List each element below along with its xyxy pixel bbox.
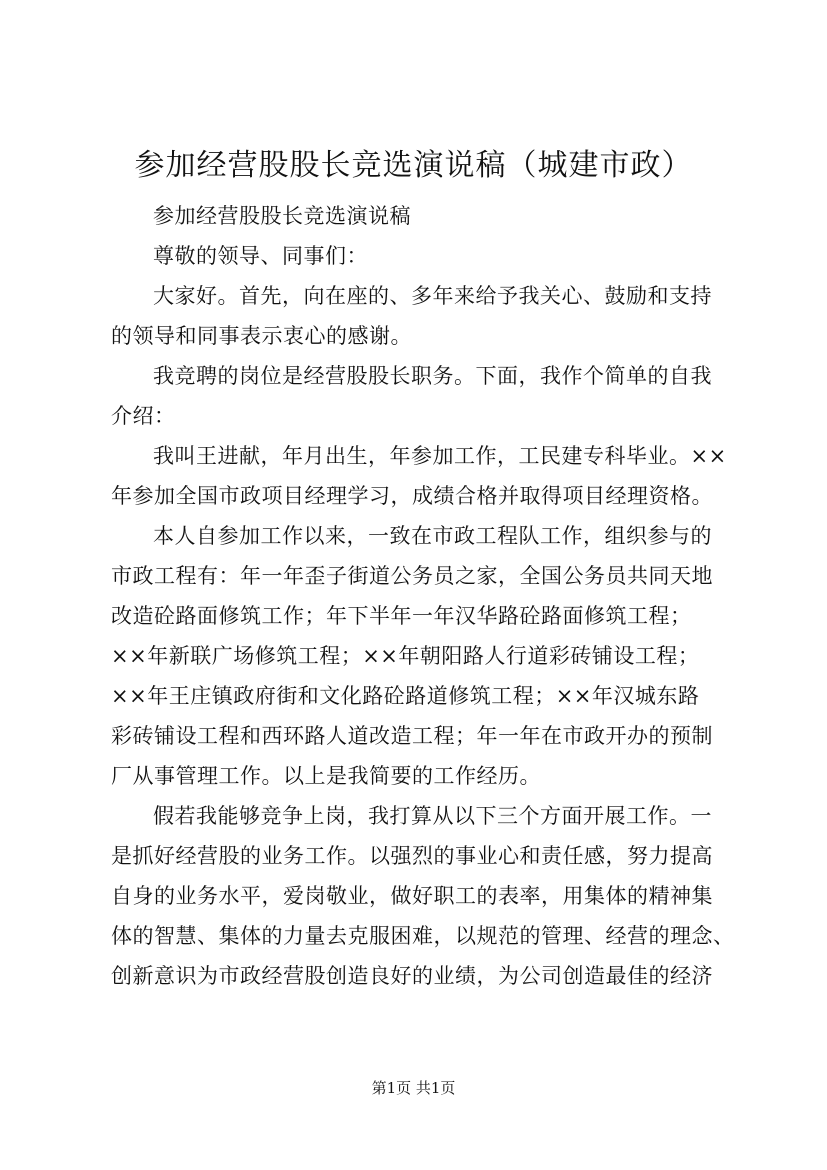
paragraph-line: 年参加全国市政项目经理学习，成绩合格并取得项目经理资格。 (111, 484, 713, 508)
paragraph-line: 的领导和同事表示衷心的感谢。 (111, 324, 412, 348)
paragraph-line: ××年王庄镇政府街和文化路砼路道修筑工程；××年汉城东路 (111, 684, 700, 708)
paragraph (111, 356, 735, 436)
paragraph-line: 本人自参加工作以来，一致在市政工程队工作，组织参与的 (153, 524, 712, 548)
paragraph-line: ××年新联广场修筑工程；××年朝阳路人行道彩砖铺设工程； (111, 644, 700, 668)
paragraph-line: 假若我能够竞争上岗，我打算从以下三个方面开展工作。一 (153, 804, 712, 828)
paragraph-line: 大家好。首先，向在座的、多年来给予我关心、鼓励和支持 (153, 284, 712, 308)
paragraph-line: 我叫王进献，年月出生，年参加工作，工民建专科毕业。×× (153, 444, 727, 468)
paragraph-line: 是抓好经营股的业务工作。以强烈的事业心和责任感，努力提高 (111, 844, 713, 868)
paragraph-line: 改造砼路面修筑工作；年下半年一年汉华路砼路面修筑工程； (111, 604, 692, 628)
paragraph-line: 介绍： (111, 404, 176, 428)
paragraph-line: 参加经营股股长竞选演说稿 (153, 204, 411, 228)
paragraph-line: 自身的业务水平，爱岗敬业，做好职工的表率，用集体的精神集 (111, 884, 713, 908)
paragraph-line: 尊敬的领导、同事们： (153, 244, 368, 268)
paragraph-line: 创新意识为市政经营股创造良好的业绩，为公司创造最佳的经济 (111, 964, 713, 988)
paragraph (111, 276, 735, 356)
paragraph-line: 彩砖铺设工程和西环路人道改造工程；年一年在市政开办的预制 (111, 724, 713, 748)
paragraph-line: 我竞聘的岗位是经营股股长职务。下面，我作个简单的自我 (153, 364, 712, 388)
paragraph-line: 体的智慧、集体的力量去克服困难，以规范的管理、经营的理念、 (111, 924, 735, 948)
paragraph (111, 516, 735, 796)
paragraph-line: 厂从事管理工作。以上是我简要的工作经历。 (111, 764, 541, 788)
paragraph (111, 796, 735, 996)
document-title: 参加经营股股长竞选演说稿（城建市政） (134, 148, 693, 183)
paragraph (111, 436, 735, 516)
document-body (111, 196, 735, 996)
paragraph (111, 236, 735, 276)
paragraph-line: 市政工程有：年一年歪子街道公务员之家，全国公务员共同天地 (111, 564, 713, 588)
page-footer: 第1页 共1页 (371, 1079, 456, 1097)
paragraph (111, 196, 735, 236)
